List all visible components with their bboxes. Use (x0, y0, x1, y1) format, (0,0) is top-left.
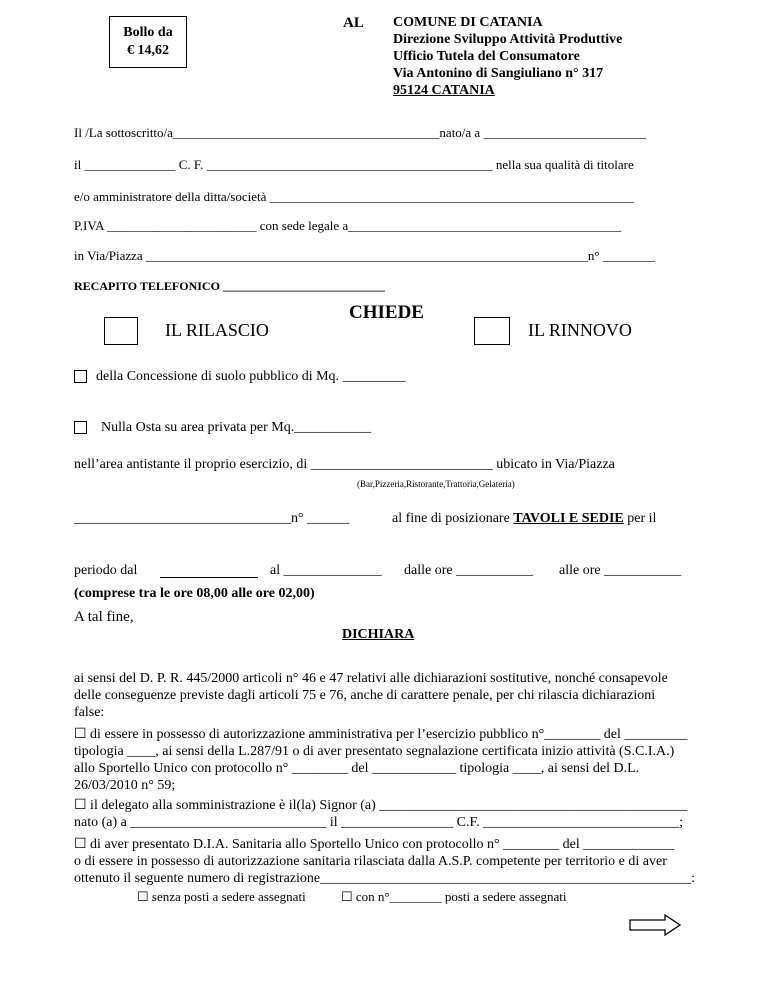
declaration-intro-line: false: (74, 705, 105, 720)
business-type-field[interactable]: nell’area antistante il proprio esercizio, di __________________________ ubicato in Via/Piazza (74, 457, 615, 472)
addressee-line-2: Direzione Sviluppo Attività Produttive (393, 32, 623, 47)
release-label: IL RILASCIO (165, 320, 269, 340)
declaration-item-line: ☐ di essere in possesso di autorizzazione amministrativa per l’esercizio pubblico n°________ del _________ (74, 727, 688, 742)
seats-with-option[interactable]: ☐ con n°________ posti a sedere assegnati (341, 889, 567, 904)
birth-date-taxcode-field[interactable]: il ______________ C. F. ____________________________________________ nella sua qualità di titolare (74, 157, 634, 172)
applicant-name-field[interactable]: Il /La sottoscritto/a_________________________________________nato/a a _________________________ (74, 125, 646, 140)
addressee-line-5: 95124 CATANIA (393, 83, 495, 98)
company-field[interactable]: e/o amministratore della ditta/società ________________________________________________________ (74, 189, 634, 204)
nulla-osta-checkbox[interactable] (74, 421, 87, 434)
renewal-label: IL RINNOVO (528, 320, 632, 340)
declaration-item-line: tipologia ____, ai sensi della L.287/91 o di aver presentato segnalazione certificata inizio attività (S.C.I.A.) (74, 744, 675, 759)
phone-field[interactable]: RECAPITO TELEFONICO ___________________________ (74, 279, 385, 293)
addressee-line-1: COMUNE DI CATANIA (393, 15, 543, 30)
street-field[interactable]: in Via/Piazza ____________________________________________________________________n° ________ (74, 248, 655, 263)
hours-note: (comprese tra le ore 08,00 alle ore 02,00) (74, 586, 315, 601)
declaration-item-authorization[interactable] (74, 726, 697, 794)
period-to-field[interactable]: al ______________ (270, 563, 382, 578)
addressee-label: AL (343, 15, 364, 31)
addressee-line-4: Via Antonino di Sangiuliano n° 317 (393, 66, 604, 81)
concession-label: della Concessione di suolo pubblico di Mq. _________ (96, 369, 406, 384)
declaration-intro-line: ai sensi del D. P. R. 445/2000 articoli n° 46 e 47 relativi alle dichiarazioni sostitutive, nonché consapevole (74, 671, 668, 686)
addressee-line-3: Ufficio Tutela del Consumatore (393, 49, 580, 64)
address-number-field[interactable]: _______________________________n° ______ (74, 511, 350, 526)
declaration-item-line: ☐ di aver presentato D.I.A. Sanitaria allo Sportello Unico con protocollo n° ________ del _____________ (74, 837, 675, 852)
hours-to-field[interactable]: alle ore ___________ (559, 563, 682, 578)
end-intro: A tal fine, (74, 609, 134, 625)
purpose-suffix: per il (627, 511, 657, 526)
release-checkbox[interactable] (104, 317, 138, 345)
continue-arrow-icon (629, 914, 681, 936)
request-title: CHIEDE (349, 302, 424, 323)
declaration-intro (74, 670, 697, 721)
purpose-line (392, 511, 656, 527)
seats-none-option[interactable]: ☐ senza posti a sedere assegnati (137, 889, 306, 904)
declaration-item-line: 26/03/2010 n° 59; (74, 778, 176, 793)
renewal-checkbox[interactable] (474, 317, 510, 345)
purpose-tables-chairs: TAVOLI E SEDIE (513, 511, 624, 526)
revenue-stamp-box (109, 16, 187, 68)
nulla-osta-label: Nulla Osta su area privata per Mq.___________ (101, 420, 372, 435)
declaration-item-line: o di essere in possesso di autorizzazione sanitaria rilasciata dalla A.S.P. competente per territorio e di aver (74, 854, 667, 869)
declaration-item-line: nato (a) a ____________________________ il ________________ C.F. ____________________________; (74, 815, 684, 830)
addressee-block (393, 14, 622, 99)
declaration-item-delegate[interactable] (74, 797, 697, 831)
declaration-intro-line: delle conseguenze previste dagli articoli 75 e 76, anche di carattere penale, per chi rilascia dichiarazioni (74, 688, 656, 703)
declaration-item-sanitary[interactable] (74, 836, 697, 887)
declaration-item-line: ottenuto il seguente numero di registrazione_____________________________________________________: (74, 871, 695, 886)
vat-legal-seat-field[interactable]: P.IVA _______________________ con sede legale a__________________________________________ (74, 218, 622, 233)
stamp-amount: € 14,62 (127, 43, 169, 58)
declaration-title: DICHIARA (342, 627, 415, 642)
declaration-item-line: ☐ il delegato alla somministrazione è il(la) Signor (a) ____________________________________________ (74, 798, 688, 813)
declaration-item-line: allo Sportello Unico con protocollo n° ________ del ____________ tipologia ____, ai sensi del D.L. (74, 761, 640, 776)
period-from-field[interactable] (160, 577, 258, 578)
business-type-hint: (Bar,Pizzeria,Ristorante,Trattoria,Gelateria) (357, 479, 515, 489)
purpose-prefix: al fine di posizionare (392, 511, 510, 526)
concession-checkbox[interactable] (74, 370, 87, 383)
stamp-label: Bollo da (123, 25, 173, 40)
period-label: periodo dal (74, 563, 138, 578)
hours-from-field[interactable]: dalle ore ___________ (404, 563, 534, 578)
